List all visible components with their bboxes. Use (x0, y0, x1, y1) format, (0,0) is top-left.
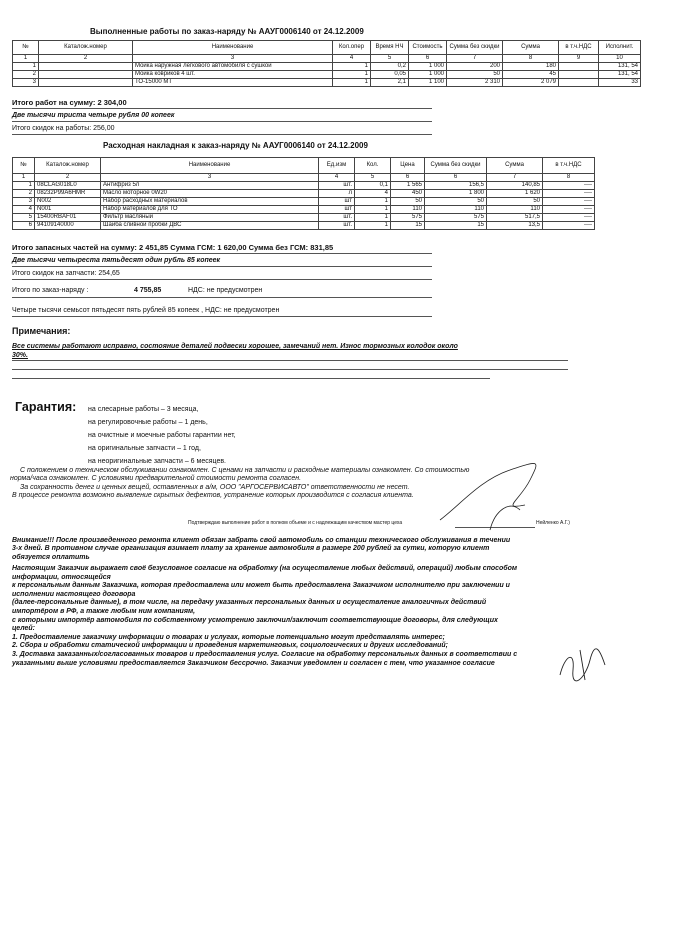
parts-cell: ---- (543, 206, 595, 214)
works-cell: 1 (333, 79, 371, 87)
parts-cell: 110 (487, 206, 543, 214)
works-total: Итого работ на сумму: 2 304,00 (12, 98, 127, 107)
works-cell: 200 (447, 63, 503, 71)
works-cell: 50 (447, 71, 503, 79)
works-header-cell: в т.ч.НДС (559, 41, 599, 55)
grand-total-label: Итого по заказ-наряду : (12, 287, 89, 294)
works-colnum: 1 (13, 55, 39, 63)
parts-cell: 1 (355, 206, 391, 214)
works-header-cell: № (13, 41, 39, 55)
parts-header-cell: в т.ч.НДС (543, 158, 595, 174)
remarks-text: Все системы работают исправно, состояние деталей подвески хорошее, замечаний нет. Износ тормозных колодок около (12, 343, 458, 350)
parts-discount: Итого скидок на запчасти: 254,65 (12, 270, 120, 277)
handwritten-signature-2 (555, 645, 615, 685)
divider (12, 134, 432, 135)
parts-cell: 517,5 (487, 214, 543, 222)
parts-colnum: 6 (391, 174, 425, 182)
consent-line: импортёром в РФ, а также любым ним компаниям, (12, 607, 196, 615)
acknowledgement-line: норма/часа ознакомлен. С условиями предварительной стоимости ремонта согласен. (10, 475, 302, 483)
parts-cell: 4 (13, 206, 35, 214)
works-colnum: 9 (559, 55, 599, 63)
parts-cell: Фильтр масляный (101, 214, 319, 222)
works-cell (39, 71, 133, 79)
confirm-name: Нейленко А.Г.) (536, 520, 570, 526)
works-header-cell: Исполнит. (599, 41, 641, 55)
works-header-cell: Время НЧ (371, 41, 409, 55)
parts-header-cell: Цена (391, 158, 425, 174)
parts-cell: ---- (543, 198, 595, 206)
table-row (13, 63, 641, 71)
parts-cell: N001 (35, 206, 101, 214)
parts-cell: шт. (319, 222, 355, 230)
works-cell (39, 79, 133, 87)
warranty-item: на неоригинальные запчасти – 6 месяцев. (88, 458, 227, 465)
parts-cell: ---- (543, 214, 595, 222)
works-cell: 1 100 (409, 79, 447, 87)
acknowledgement-line: В процессе ремонта возможно выявление скрытых дефектов, устранение которых производится с согласия клиента. (12, 492, 414, 500)
grand-total-amount: 4 755,85 (134, 287, 162, 294)
consent-line: исполнении настоящего договора (12, 590, 136, 598)
works-title: Выполненные работы по заказ-наряду № ААУГ0006140 от 24.12.2009 (90, 27, 364, 36)
confirm-text: Подтверждаю выполнение работ в полном объеме и с надлежащим качеством мастер цеха (188, 520, 403, 526)
parts-cell: шт (319, 206, 355, 214)
works-header-row (13, 41, 641, 55)
works-colnum: 3 (133, 55, 333, 63)
table-row (13, 79, 641, 87)
remarks-line (12, 378, 490, 379)
works-header-cell: Стоимость (409, 41, 447, 55)
parts-cell: 575 (425, 214, 487, 222)
consent-line: 2. Сбора и обработки статической информации и проведения маркетинговых, социологических и других исследований; (12, 642, 448, 650)
works-colnum: 6 (409, 55, 447, 63)
consent-line: указанными выше условиями предоставляется Заказчиком бессрочно. Заказчик уведомлен и согласен с тем, что указанное согласие (12, 659, 495, 667)
grand-total-words: Четыре тысячи семьсот пятьдесят пять рублей 85 копеек , НДС: не предусмотрен (12, 307, 280, 314)
parts-cell: 1 (355, 198, 391, 206)
parts-cell: 1 800 (425, 190, 487, 198)
works-cell: 1 (333, 63, 371, 71)
works-colnum: 7 (447, 55, 503, 63)
works-colnum: 8 (503, 55, 559, 63)
parts-cell: 450 (391, 190, 425, 198)
works-cell (39, 63, 133, 71)
parts-cell: 3 (13, 198, 35, 206)
works-header-cell: Каталож.номер (39, 41, 133, 55)
parts-cell: 140,85 (487, 182, 543, 190)
works-cell: 0,2 (371, 63, 409, 71)
table-row (13, 214, 595, 222)
table-row (13, 71, 641, 79)
parts-cell: 1 (355, 214, 391, 222)
works-cell: 33 (599, 79, 641, 87)
works-cell (559, 63, 599, 71)
parts-cell: 156,5 (425, 182, 487, 190)
works-cell: 2,1 (371, 79, 409, 87)
warranty-item: на оригинальные запчасти – 1 год, (88, 445, 201, 452)
divider (12, 108, 432, 109)
works-colnum: 10 (599, 55, 641, 63)
parts-cell: N002 (35, 198, 101, 206)
works-cell: 0,05 (371, 71, 409, 79)
works-cell: 2 (13, 71, 39, 79)
parts-cell: 1 (13, 182, 35, 190)
parts-header-cell: Ед.изм (319, 158, 355, 174)
consent-line: 3. Доставка заказанных/согласованных товаров и предоставления услуг. Согласие на обработку персональных данных в соответствии с (12, 650, 518, 658)
consent-line: целей: (12, 625, 35, 633)
parts-cell: 4 (355, 190, 391, 198)
parts-cell: 110 (391, 206, 425, 214)
divider (12, 266, 432, 267)
divider (12, 316, 432, 317)
parts-total-words: Две тысячи четыреста пятьдесят один рубль 85 копеек (12, 257, 221, 264)
works-cell: 1 000 (409, 71, 447, 79)
parts-cell: 6 (13, 222, 35, 230)
table-row (13, 206, 595, 214)
parts-header-row (13, 158, 595, 174)
works-cell: 1 (13, 63, 39, 71)
parts-cell: 50 (425, 198, 487, 206)
grand-total-vat: НДС: не предусмотрен (188, 287, 263, 294)
parts-cell: 13,5 (487, 222, 543, 230)
parts-colnum: 5 (355, 174, 391, 182)
parts-colnum: 6 (425, 174, 487, 182)
parts-colnum: 1 (13, 174, 35, 182)
divider (12, 253, 432, 254)
parts-cell: 1 620 (487, 190, 543, 198)
parts-cell: 50 (487, 198, 543, 206)
divider (12, 297, 432, 298)
parts-cell: Антифриз 5л (101, 182, 319, 190)
notice-block (12, 537, 642, 562)
parts-cell: 5 (13, 214, 35, 222)
works-cell: Мойка наружная легкового автомобиля с сушкой (133, 63, 333, 71)
works-cell: 3 (13, 79, 39, 87)
works-total-words: Две тысячи триста четыре рубля 00 копеек (12, 112, 175, 119)
parts-cell: 08232P99A6HMR (35, 190, 101, 198)
works-colnum: 5 (371, 55, 409, 63)
warranty-item: на регулировочные работы – 1 день, (88, 419, 208, 426)
notice-line: Внимание!!! После произведенного ремонта клиент обязан забрать свой автомобиль со станции технического обслуживания в течении (12, 537, 511, 544)
parts-cell: шт. (319, 214, 355, 222)
parts-title: Расходная накладная к заказ-наряду № ААУГ0006140 от 24.12.2009 (103, 141, 368, 150)
notice-line: обязуется оплатить (12, 553, 90, 561)
works-cell: 2 079 (503, 79, 559, 87)
table-row (13, 182, 595, 190)
parts-colnum: 4 (319, 174, 355, 182)
works-cell: 45 (503, 71, 559, 79)
parts-cell: 94109140000 (35, 222, 101, 230)
remarks-line (12, 369, 568, 370)
works-cell: 2 310 (447, 79, 503, 87)
parts-cell: 1 565 (391, 182, 425, 190)
works-colnum: 4 (333, 55, 371, 63)
works-cell: 1 000 (409, 63, 447, 71)
works-cell (559, 79, 599, 87)
parts-cell: 15400RBAF01 (35, 214, 101, 222)
parts-cell: ---- (543, 182, 595, 190)
consent-line: 1. Предоставление заказчику информации о товарах и услугах, которые потенциально могут представлять интерес; (12, 633, 445, 641)
consent-line: (далее-персональные данные), в том числе, на передачу указанных персональных данных и осуществление аналогичных действий (12, 599, 487, 607)
parts-header-cell: Сумма без скидки (425, 158, 487, 174)
parts-colnum: 2 (35, 174, 101, 182)
parts-header-cell: Кол. (355, 158, 391, 174)
parts-cell: 575 (391, 214, 425, 222)
parts-colnum: 3 (101, 174, 319, 182)
works-header-cell: Кол.опер (333, 41, 371, 55)
parts-cell: 1 (355, 222, 391, 230)
consent-line: информации, относящейся (12, 573, 111, 581)
works-cell (559, 71, 599, 79)
parts-table (12, 157, 595, 230)
consent-line: к персональным данным Заказчика, которая предоставлена или может быть предоставлена Заказчиком исполнителю при заключении и (12, 582, 510, 590)
works-colnum-row (13, 55, 641, 63)
remarks-text-2: 30%. (12, 352, 28, 359)
warranty-item: на слесарные работы – 3 месяца, (88, 406, 199, 413)
works-colnum: 2 (39, 55, 133, 63)
parts-header-cell: Сумма (487, 158, 543, 174)
parts-cell: 15 (391, 222, 425, 230)
works-cell: ТО-15000 МТ (133, 79, 333, 87)
warranty-item: на очистные и моечные работы гарантии нет, (88, 432, 236, 439)
parts-cell: 110 (425, 206, 487, 214)
parts-cell: 08CLAG018L0 (35, 182, 101, 190)
parts-header-cell: № (13, 158, 35, 174)
works-header-cell: Наименование (133, 41, 333, 55)
acknowledgement-line: За сохранность денег и ценных вещей, оставленных в а/м, ООО "АРГОСЕРВИСАВТО" ответственности не несет. (20, 483, 410, 491)
table-row (13, 198, 595, 206)
works-cell: Мойка ковриков 4 шт. (133, 71, 333, 79)
parts-header-cell: Наименование (101, 158, 319, 174)
handwritten-signature-1 (430, 450, 550, 540)
parts-colnum: 7 (487, 174, 543, 182)
parts-colnum-row (13, 174, 595, 182)
consent-line: Настоящим Заказчик выражает своё безусловное согласие на обработку (на осуществление любых действий, операций) любым способом (12, 565, 518, 572)
works-cell: 180 (503, 63, 559, 71)
table-row (13, 190, 595, 198)
works-cell: 1 (333, 71, 371, 79)
parts-cell: 50 (391, 198, 425, 206)
parts-cell: л (319, 190, 355, 198)
consent-line: с которыми импортёр автомобиля по собственному усмотрению заключил/заключит соответствующие договоры, для следующих (12, 616, 498, 624)
remarks-title: Примечания: (12, 326, 71, 336)
works-table (12, 40, 641, 87)
notice-line: 3-х дней. В противном случае организация взимает плату за хранение автомобиля в размере 200 рублей за сутки, которую клиент (12, 545, 490, 553)
parts-header-cell: Каталож.номер (35, 158, 101, 174)
parts-cell: 15 (425, 222, 487, 230)
parts-cell: ---- (543, 190, 595, 198)
parts-cell: Шайба сливной пробки ДВС (101, 222, 319, 230)
acknowledgement-line: С положением о техническом обслуживании ознакомлен. С ценами на запчасти и расходные материалы ознакомлен. Со стоимостью (20, 467, 470, 474)
remarks-line (12, 360, 568, 361)
warranty-title: Гарантия: (15, 400, 77, 414)
works-header-cell: Сумма (503, 41, 559, 55)
divider (12, 121, 432, 122)
parts-cell: 2 (13, 190, 35, 198)
parts-cell: ---- (543, 222, 595, 230)
table-row (13, 222, 595, 230)
works-header-cell: Сумма без скидки (447, 41, 503, 55)
works-cell: 131, 54 (599, 63, 641, 71)
works-cell: 131, 54 (599, 71, 641, 79)
divider (12, 279, 432, 280)
parts-cell: 0,1 (355, 182, 391, 190)
parts-cell: шт (319, 198, 355, 206)
works-discount: Итого скидок на работы: 256,00 (12, 125, 115, 132)
parts-cell: Набор материалов для ТО (101, 206, 319, 214)
parts-cell: Масло моторное 0W20 (101, 190, 319, 198)
parts-cell: шт. (319, 182, 355, 190)
parts-colnum: 8 (543, 174, 595, 182)
parts-cell: Набор расходных материалов (101, 198, 319, 206)
parts-total: Итого запасных частей на сумму: 2 451,85 Сумма ГСМ: 1 620,00 Сумма без ГСМ: 831,85 (12, 243, 334, 252)
